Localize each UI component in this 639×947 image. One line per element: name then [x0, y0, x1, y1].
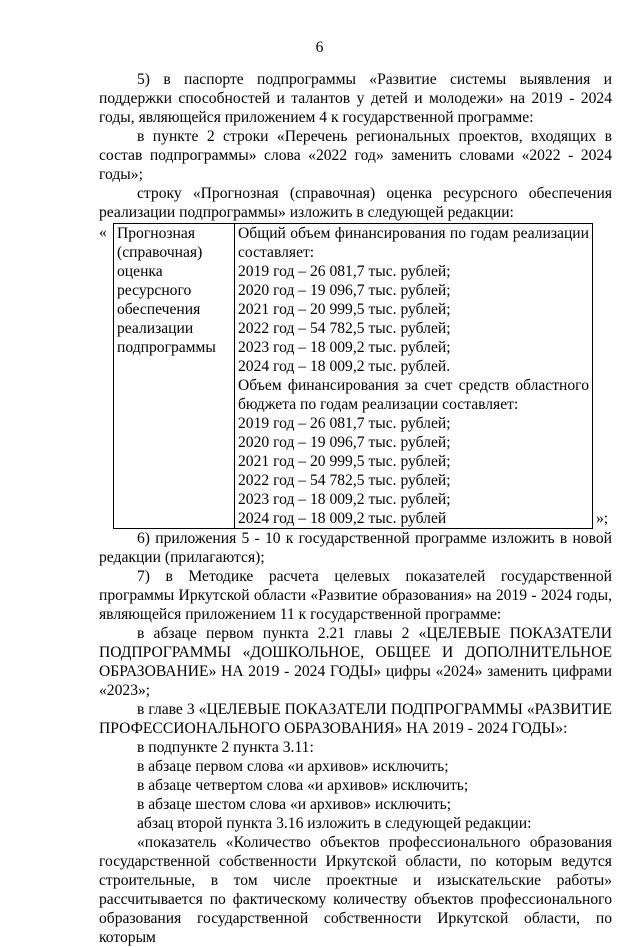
page-number: 6: [315, 39, 324, 56]
total-funding-heading: Общий объем финансирования по годам реализации составляет:: [238, 225, 589, 261]
paragraph-resource-row: строку «Прогнозная (справочная) оценка ресурсного обеспечения реализации подпрограммы» изложить в следующей редакции:: [99, 185, 612, 221]
total-funding-line: 2020 год – 19 096,7 тыс. рублей;: [238, 282, 451, 299]
total-funding-line: 2019 год – 26 081,7 тыс. рублей;: [238, 263, 451, 280]
left-cell-line: реализации: [117, 320, 194, 337]
table-right-cell: [235, 224, 593, 529]
regional-funding-heading: Объем финансирования за счет средств областного бюджета по годам реализации составляет:: [238, 377, 589, 413]
paragraph-clause-3-16: абзац второй пункта 3.16 изложить в следующей редакции:: [137, 815, 532, 832]
total-funding-line: 2024 год – 18 009,2 тыс. рублей.: [238, 358, 451, 375]
regional-funding-line: 2024 год – 18 009,2 тыс. рублей: [238, 510, 447, 527]
regional-funding-line: 2022 год – 54 782,5 тыс. рублей;: [238, 472, 451, 489]
regional-funding-line: 2023 год – 18 009,2 тыс. рублей;: [238, 491, 451, 508]
resource-table: [113, 223, 593, 529]
resource-table-block: [99, 223, 612, 529]
paragraph-chapter-3: в главе 3 «ЦЕЛЕВЫЕ ПОКАЗАТЕЛИ ПОДПРОГРАММЫ «РАЗВИТИЕ ПРОФЕССИОНАЛЬНОГО ОБРАЗОВАНИЯ» НА 2019 - 2024 ГОДЫ»:: [99, 701, 612, 737]
paragraph-item-5: 5) в паспорте подпрограммы «Развитие системы выявления и поддержки способностей и талантов у детей и молодежи» на 2019 - 2024 годы, являющейся приложением 4 к государственной программе:: [99, 71, 612, 126]
paragraph-first-abzac: в абзаце первом слова «и архивов» исключить;: [137, 758, 449, 775]
paragraph-item-7: 7) в Методике расчета целевых показателей государственной программы Иркутской области «Развитие образования» на 2019 - 2024 годы, являющейся приложением 11 к государственной программе:: [99, 568, 612, 623]
document-body: [99, 70, 612, 947]
regional-funding-line: 2020 год – 19 096,7 тыс. рублей;: [238, 434, 451, 451]
table-row: [114, 224, 593, 529]
regional-funding-line: 2019 год – 26 081,7 тыс. рублей;: [238, 415, 451, 432]
paragraph-subclause-3-11: в подпункте 2 пункта 3.11:: [137, 739, 314, 756]
total-funding-line: 2023 год – 18 009,2 тыс. рублей;: [238, 339, 451, 356]
left-cell-line: подпрограммы: [117, 339, 216, 356]
left-cell-line: (справочная): [117, 244, 203, 261]
paragraph-fourth-abzac: в абзаце четвертом слова «и архивов» исключить;: [137, 777, 469, 794]
total-funding-line: 2022 год – 54 782,5 тыс. рублей;: [238, 320, 451, 337]
paragraph-clause-2-21: в абзаце первом пункта 2.21 главы 2 «ЦЕЛЕВЫЕ ПОКАЗАТЕЛИ ПОДПРОГРАММЫ «ДОШКОЛЬНОЕ, ОБЩЕЕ И ДОПОЛНИТЕЛЬНОЕ ОБРАЗОВАНИЕ» НА 2019 - 2024 ГОДЫ» цифры «2024» заменить цифрами «2023»;: [99, 625, 612, 699]
total-funding-line: 2021 год – 20 999,5 тыс. рублей;: [238, 301, 451, 318]
paragraph-regional-projects: в пункте 2 строки «Перечень региональных проектов, входящих в состав подпрограммы» слова «2022 год» заменить словами «2022 - 2024 годы»;: [99, 128, 612, 183]
table-left-cell: [114, 224, 235, 529]
paragraph-item-6: 6) приложения 5 - 10 к государственной программе изложить в новой редакции (прилагаются);: [99, 530, 612, 566]
paragraph-indicator-quote: «показатель «Количество объектов профессионального образования государственной собственности Иркутской области, по которым ведутся строительные, в том числе проектные и изыскательские работы» рассчитывается по фактическому количеству объектов профессионального образования государственной собственности Иркутской области, по которым: [99, 834, 612, 946]
left-cell-line: оценка: [117, 263, 163, 280]
closing-quote: »;: [596, 510, 609, 527]
left-cell-line: ресурсного: [117, 282, 192, 299]
opening-quote: «: [99, 224, 107, 241]
left-cell-line: обеспечения: [117, 301, 201, 318]
regional-funding-line: 2021 год – 20 999,5 тыс. рублей;: [238, 453, 451, 470]
paragraph-sixth-abzac: в абзаце шестом слова «и архивов» исключить;: [137, 796, 452, 813]
left-cell-line: Прогнозная: [117, 225, 195, 242]
